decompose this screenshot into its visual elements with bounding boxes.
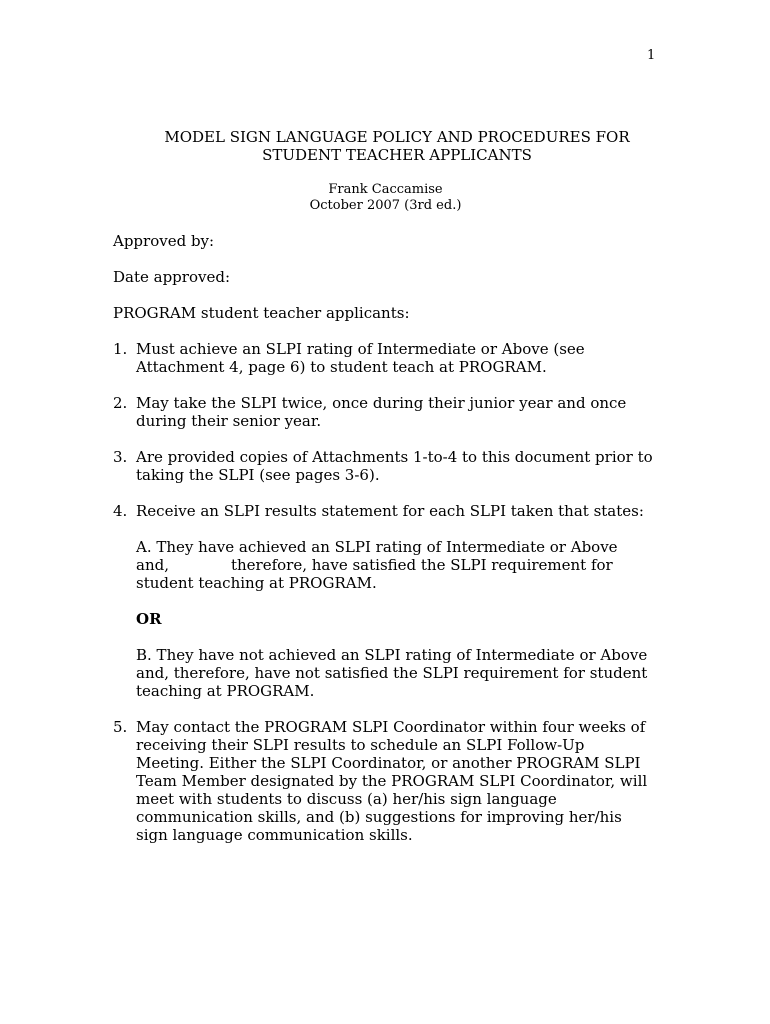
option-a-line: student teaching at PROGRAM. bbox=[136, 574, 377, 592]
list-item-line: Attachment 4, page 6) to student teach at PROGRAM. bbox=[136, 358, 547, 376]
option-b-line: and, therefore, have not satisfied the SLPI requirement for student bbox=[136, 664, 648, 682]
list-item-1 bbox=[136, 340, 585, 376]
list-item-line: during their senior year. bbox=[136, 412, 322, 430]
list-item-line: taking the SLPI (see pages 3-6). bbox=[136, 466, 380, 484]
date-approved-field: Date approved: bbox=[113, 268, 230, 286]
list-item-line: Must achieve an SLPI rating of Intermediate or Above (see bbox=[136, 340, 585, 358]
intro-text: PROGRAM student teacher applicants: bbox=[113, 304, 410, 322]
list-item-line: May take the SLPI twice, once during their junior year and once bbox=[136, 394, 627, 412]
list-item-line: communication skills, and (b) suggestions for improving her/his bbox=[136, 808, 622, 826]
list-item-line: Receive an SLPI results statement for each SLPI taken that states: bbox=[136, 502, 644, 520]
option-a bbox=[136, 538, 618, 592]
document-title-line-1: MODEL SIGN LANGUAGE POLICY AND PROCEDURES FOR bbox=[164, 128, 630, 146]
document-date: October 2007 (3rd ed.) bbox=[309, 198, 462, 213]
option-a-line-start: and, bbox=[136, 556, 169, 574]
list-item-line: receiving their SLPI results to schedule an SLPI Follow-Up bbox=[136, 736, 585, 754]
list-item-number: 5. bbox=[113, 718, 128, 736]
list-item-2 bbox=[136, 394, 626, 430]
approved-by-field: Approved by: bbox=[113, 232, 215, 250]
list-item-line: Are provided copies of Attachments 1-to-4 to this document prior to bbox=[136, 448, 653, 466]
or-label: OR bbox=[136, 610, 162, 628]
list-item-number: 1. bbox=[113, 340, 128, 358]
author-block bbox=[0, 182, 770, 214]
list-item-line: meet with students to discuss (a) her/his sign language bbox=[136, 790, 557, 808]
list-item-line: sign language communication skills. bbox=[136, 826, 413, 844]
option-b-line: B. They have not achieved an SLPI rating of Intermediate or Above bbox=[136, 646, 648, 664]
option-b bbox=[136, 646, 647, 700]
list-item-number: 2. bbox=[113, 394, 128, 412]
list-item-5 bbox=[136, 718, 647, 844]
option-a-line: A. They have achieved an SLPI rating of Intermediate or Above bbox=[136, 538, 618, 556]
page-number: 1 bbox=[647, 48, 656, 63]
list-item-number: 4. bbox=[113, 502, 128, 520]
document-title-line-2: STUDENT TEACHER APPLICANTS bbox=[262, 146, 532, 164]
list-item-line: Meeting. Either the SLPI Coordinator, or another PROGRAM SLPI bbox=[136, 754, 641, 772]
author-name: Frank Caccamise bbox=[328, 182, 443, 197]
option-b-line: teaching at PROGRAM. bbox=[136, 682, 315, 700]
option-a-line bbox=[136, 556, 618, 574]
option-a-line-end: therefore, have satisfied the SLPI requirement for bbox=[230, 556, 613, 574]
list-item-line: Team Member designated by the PROGRAM SLPI Coordinator, will bbox=[136, 772, 648, 790]
list-item-4 bbox=[136, 502, 644, 520]
document-title bbox=[0, 128, 770, 164]
list-item-number: 3. bbox=[113, 448, 128, 466]
list-item-3 bbox=[136, 448, 653, 484]
list-item-line: May contact the PROGRAM SLPI Coordinator within four weeks of bbox=[136, 718, 646, 736]
